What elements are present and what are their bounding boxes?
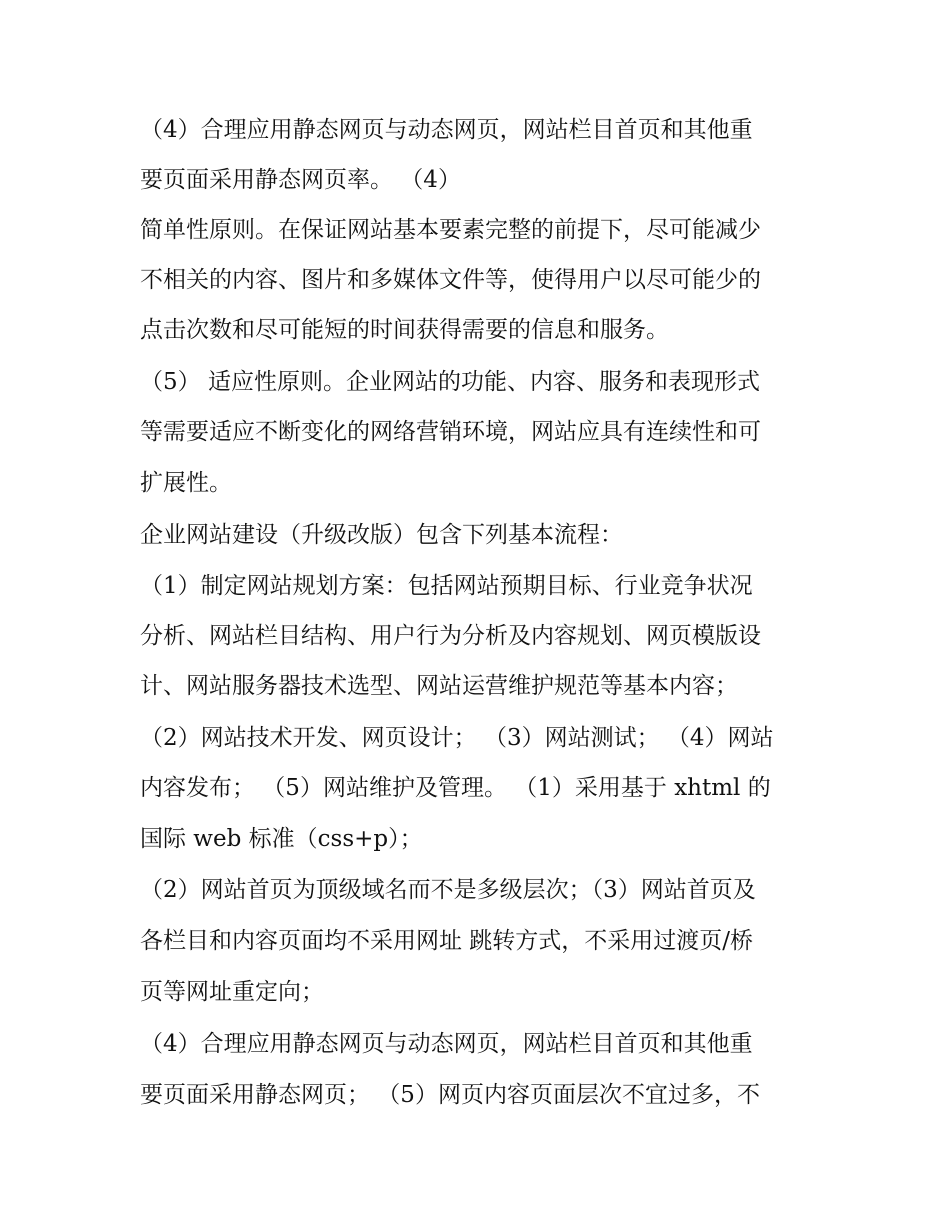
text-line: 计、网站服务器技术选型、网站运营维护规范等基本内容； xyxy=(140,673,738,699)
text-line: 扩展性。 xyxy=(140,470,232,496)
text-line: 不相关的内容、图片和多媒体文件等，使得用户以尽可能少的 xyxy=(140,267,761,293)
text-line: 等需要适应不断变化的网络营销环境，网站应具有连续性和可 xyxy=(140,419,761,445)
text-line: （2）网站首页为顶级域名而不是多级层次；（3）网站首页及 xyxy=(140,877,756,903)
text-line: 分析、网站栏目结构、用户行为分析及内容规划、网页模版设 xyxy=(140,623,761,649)
text-line: 页等网址重定向； xyxy=(140,979,324,1005)
text-line: 各栏目和内容页面均不采用网址 跳转方式，不采用过渡页/桥 xyxy=(140,928,754,954)
text-line: 点击次数和尽可能短的时间获得需要的信息和服务。 xyxy=(140,317,669,343)
text-line: （2）网站技术开发、网页设计； （3）网站测试； （4）网站 xyxy=(140,725,774,751)
text-line: 简单性原则。在保证网站基本要素完整的前提下，尽可能减少 xyxy=(140,217,761,243)
text-line: 国际 web 标准（css+p）； xyxy=(140,826,423,852)
text-line: （1）制定网站规划方案：包括网站预期目标、行业竞争状况 xyxy=(140,573,753,599)
text-line: 企业网站建设（升级改版）包含下列基本流程： xyxy=(140,522,623,548)
text-line: （4）合理应用静态网页与动态网页，网站栏目首页和其他重 xyxy=(140,117,753,143)
text-line: 要页面采用静态网页； （5）网页内容页面层次不宜过多，不 xyxy=(140,1082,760,1108)
text-line: 内容发布； （5）网站维护及管理。 （1）采用基于 xhtml 的 xyxy=(140,775,771,801)
text-line: （4）合理应用静态网页与动态网页，网站栏目首页和其他重 xyxy=(140,1031,753,1057)
text-line: （5） 适应性原则。企业网站的功能、内容、服务和表现形式 xyxy=(140,369,760,395)
text-line: 要页面采用静态网页率。 （4） xyxy=(140,167,461,193)
